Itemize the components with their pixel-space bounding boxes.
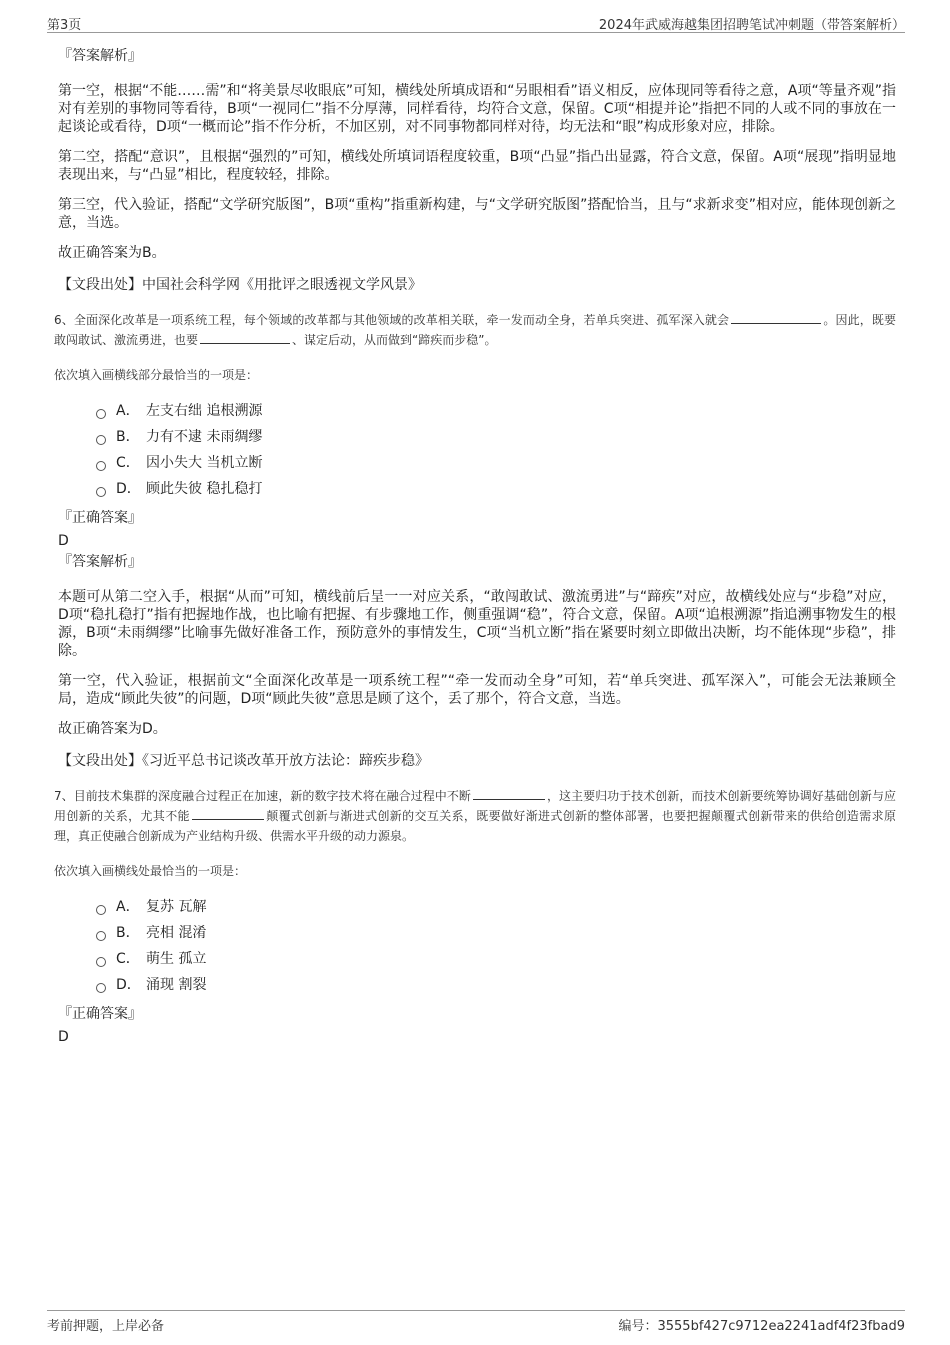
question-text-part: 、谋定后动，从而做到“蹄疾而步稳”。 <box>292 333 497 347</box>
document-title: 2024年武威海越集团招聘笔试冲刺题（带答案解析） <box>598 18 905 33</box>
option-text: 萌生 孤立 <box>146 951 207 967</box>
analysis-paragraph: 第一空，根据“不能……需”和“将美景尽收眼底”可知，横线处所填成语和“另眼相看”语义相反，应体现同等看待之意，A项“等量齐观”指对有差别的事物同等看待，B项“一视同仁”指不分厚薄，同样看待，均符合文意，保留。C项“相提并论”指把不同的人或不同的事放在一起谈论或看待，D项“一概而论”指不作分析，不加区别，对不同事物都同样对待，均无法和“眼”构成形象对应，排除。 <box>58 83 896 135</box>
footer-slogan: 考前押题，上岸必备 <box>47 1319 165 1334</box>
option-text: 因小失大 当机立断 <box>146 455 263 471</box>
analysis-conclusion: 故正确答案为D。 <box>58 721 167 737</box>
option-text: 左支右绌 追根溯源 <box>146 403 263 419</box>
option-letter: C． <box>116 951 140 967</box>
correct-answer-label: 『正确答案』 <box>58 510 142 526</box>
analysis-label: 『答案解析』 <box>58 554 142 570</box>
question-text-part: ，这主要归功于技术创新，而技术创新要统筹协调好基础创新与应用创新的关系，尤其不能 <box>54 789 896 823</box>
question-6 <box>54 310 896 770</box>
analysis-paragraph: 第二空，搭配“意识”，且根据“强烈的”可知，横线处所填词语程度较重，B项“凸显”指凸出显露，符合文意，保留。A项“展现”指明显地表现出来，与“凸显”相比，程度较轻，排除。 <box>58 149 896 183</box>
option-text: 涌现 割裂 <box>146 977 207 993</box>
option-d[interactable] <box>96 476 896 502</box>
option-b[interactable] <box>96 424 896 450</box>
analysis-conclusion: 故正确答案为B。 <box>58 245 166 261</box>
option-c[interactable] <box>96 946 896 972</box>
radio-button[interactable] <box>96 461 106 471</box>
q5-analysis-section <box>58 46 896 294</box>
fill-blank <box>473 787 545 800</box>
radio-button[interactable] <box>96 905 106 915</box>
analysis-paragraph: 第一空，代入验证，根据前文“全面深化改革是一项系统工程”“牵一发而动全身”可知，若“单兵突进、孤军深入”，可能会无法兼顾全局，造成“顾此失彼”的问题，D项“顾此失彼”意思是顾了这个，丢了那个，符合文意，当选。 <box>58 673 896 707</box>
radio-button[interactable] <box>96 435 106 445</box>
option-text: 顾此失彼 稳扎稳打 <box>146 481 263 497</box>
option-c[interactable] <box>96 450 896 476</box>
analysis-paragraph: 第三空，代入验证，搭配“文学研究版图”，B项“重构”指重新构建，与“文学研究版图”搭配恰当，且与“求新求变”相对应，能体现创新之意，当选。 <box>58 197 896 231</box>
option-b[interactable] <box>96 920 896 946</box>
radio-button[interactable] <box>96 957 106 967</box>
radio-button[interactable] <box>96 409 106 419</box>
radio-button[interactable] <box>96 487 106 497</box>
question-text <box>54 786 896 846</box>
fill-blank <box>731 311 821 324</box>
radio-button[interactable] <box>96 983 106 993</box>
page-number: 第3页 <box>47 18 82 33</box>
correct-answer: D <box>58 1029 69 1045</box>
page-content <box>54 38 896 1046</box>
question-text-part: 6、全面深化改革是一项系统工程，每个领域的改革都与其他领域的改革相关联，牵一发而动全身，若单兵突进、孤军深入就会 <box>54 313 730 327</box>
document-code: 编号：3555bf427c9712ea2241adf4f23fbad9 <box>618 1319 905 1334</box>
correct-answer: D <box>58 533 69 549</box>
correct-answer-label: 『正确答案』 <box>58 1006 142 1022</box>
option-text: 复苏 瓦解 <box>146 899 207 915</box>
options-list <box>96 398 896 502</box>
option-a[interactable] <box>96 398 896 424</box>
page-header <box>47 12 905 33</box>
radio-button[interactable] <box>96 931 106 941</box>
option-letter: C． <box>116 455 140 471</box>
question-text-part: 7、目前技术集群的深度融合过程正在加速，新的数字技术将在融合过程中不断 <box>54 789 471 803</box>
option-text: 亮相 混淆 <box>146 925 207 941</box>
fill-blank <box>192 807 264 820</box>
options-list <box>96 894 896 998</box>
page-footer <box>47 1310 905 1335</box>
analysis-label: 『答案解析』 <box>58 48 142 64</box>
question-text <box>54 310 896 350</box>
option-text: 力有不逮 未雨绸缪 <box>146 429 263 445</box>
fill-blank <box>200 331 290 344</box>
option-letter: A． <box>116 403 140 419</box>
question-instruction: 依次填入画横线处最恰当的一项是： <box>54 864 247 878</box>
question-text-part: 颠覆式创新与渐进式创新的交互关系，既要做好渐进式创新的整体部署，也要把握颠覆式创新带来的供给创造需求原理，真正使融合创新成为产业结构升级、供需水平升级的动力源泉。 <box>54 809 896 843</box>
question-text-part: 。因此，既要敢闯敢试、激流勇进，也要 <box>54 313 896 347</box>
option-a[interactable] <box>96 894 896 920</box>
option-d[interactable] <box>96 972 896 998</box>
source-citation: 【文段出处】《习近平总书记谈改革开放方法论：蹄疾步稳》 <box>58 753 429 769</box>
question-7 <box>54 786 896 1046</box>
option-letter: B． <box>116 429 140 445</box>
analysis-paragraph: 本题可从第二空入手，根据“从而”可知，横线前后呈一一对应关系，“敢闯敢试、激流勇进”与“蹄疾”对应，故横线处应与“步稳”对应，D项“稳扎稳打”指有把握地作战，也比喻有把握、有步骤地工作，侧重强调“稳”，符合文意，保留。A项“追根溯源”指追溯事物发生的根源，B项“未雨绸缪”比喻事先做好准备工作，预防意外的事情发生，C项“当机立断”指在紧要时刻立即做出决断，均不能体现“步稳”，排除。 <box>58 589 896 659</box>
option-letter: B． <box>116 925 140 941</box>
question-instruction: 依次填入画横线部分最恰当的一项是： <box>54 368 259 382</box>
option-letter: D． <box>116 977 141 993</box>
source-citation: 【文段出处】中国社会科学网《用批评之眼透视文学风景》 <box>58 277 422 293</box>
option-letter: A． <box>116 899 140 915</box>
option-letter: D． <box>116 481 141 497</box>
